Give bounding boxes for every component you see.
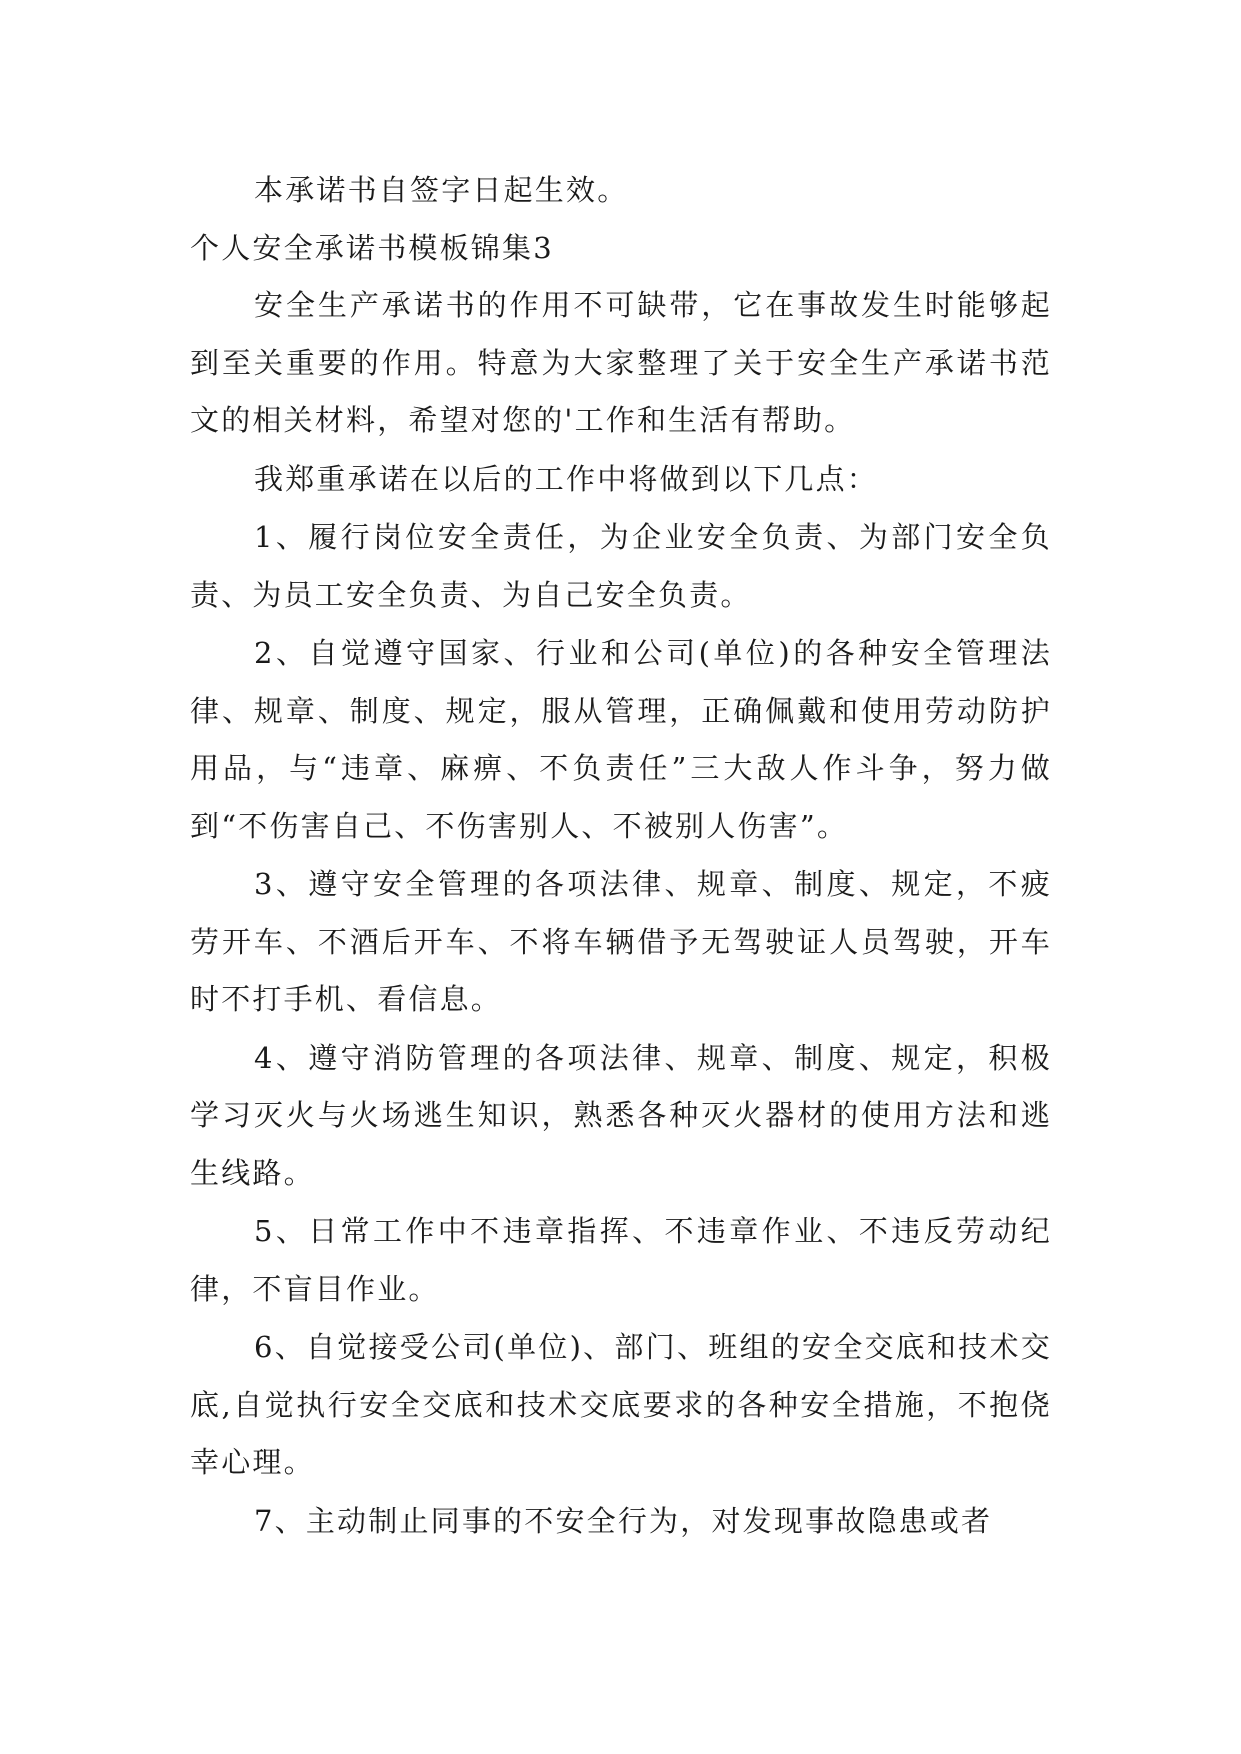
list-item-7: 7、主动制止同事的不安全行为，对发现事故隐患或者 <box>254 1503 993 1538</box>
paragraph-intro: 安全生产承诺书的作用不可缺带，它在事故发生时能够起到至关重要的作用。特意为大家整理了关于安全生产承诺书范文的相关材料，希望对您的'工作和生活有帮助。 <box>190 288 1052 437</box>
paragraph-effective: 本承诺书自签字日起生效。 <box>254 173 629 207</box>
section-title: 个人安全承诺书模板锦集3 <box>190 230 554 265</box>
list-item-2: 2、自觉遵守国家、行业和公司(单位)的各种安全管理法律、规章、制度、规定，服从管理，正确佩戴和使用劳动防护用品，与“违章、麻痹、不负责任”三大敌人作斗争，努力做到“不伤害自己、不伤害别人、不被别人伤害”。 <box>190 636 1052 843</box>
list-item-5: 5、日常工作中不违章指挥、不违章作业、不违反劳动纪律，不盲目作业。 <box>190 1214 1052 1306</box>
document-body <box>190 162 1052 1550</box>
list-item-3: 3、遵守安全管理的各项法律、规章、制度、规定，不疲劳开车、不酒后开车、不将车辆借予无驾驶证人员驾驶，开车时不打手机、看信息。 <box>190 867 1052 1016</box>
list-item-1: 1、履行岗位安全责任，为企业安全负责、为部门安全负责、为员工安全负责、为自己安全负责。 <box>190 520 1052 612</box>
list-item-4: 4、遵守消防管理的各项法律、规章、制度、规定，积极学习灭火与火场逃生知识，熟悉各种灭火器材的使用方法和逃生线路。 <box>190 1040 1052 1190</box>
list-item-6: 6、自觉接受公司(单位)、部门、班组的安全交底和技术交底,自觉执行安全交底和技术交底要求的各种安全措施，不抱侥幸心理。 <box>190 1330 1052 1479</box>
paragraph-promise: 我郑重承诺在以后的工作中将做到以下几点： <box>254 461 879 496</box>
